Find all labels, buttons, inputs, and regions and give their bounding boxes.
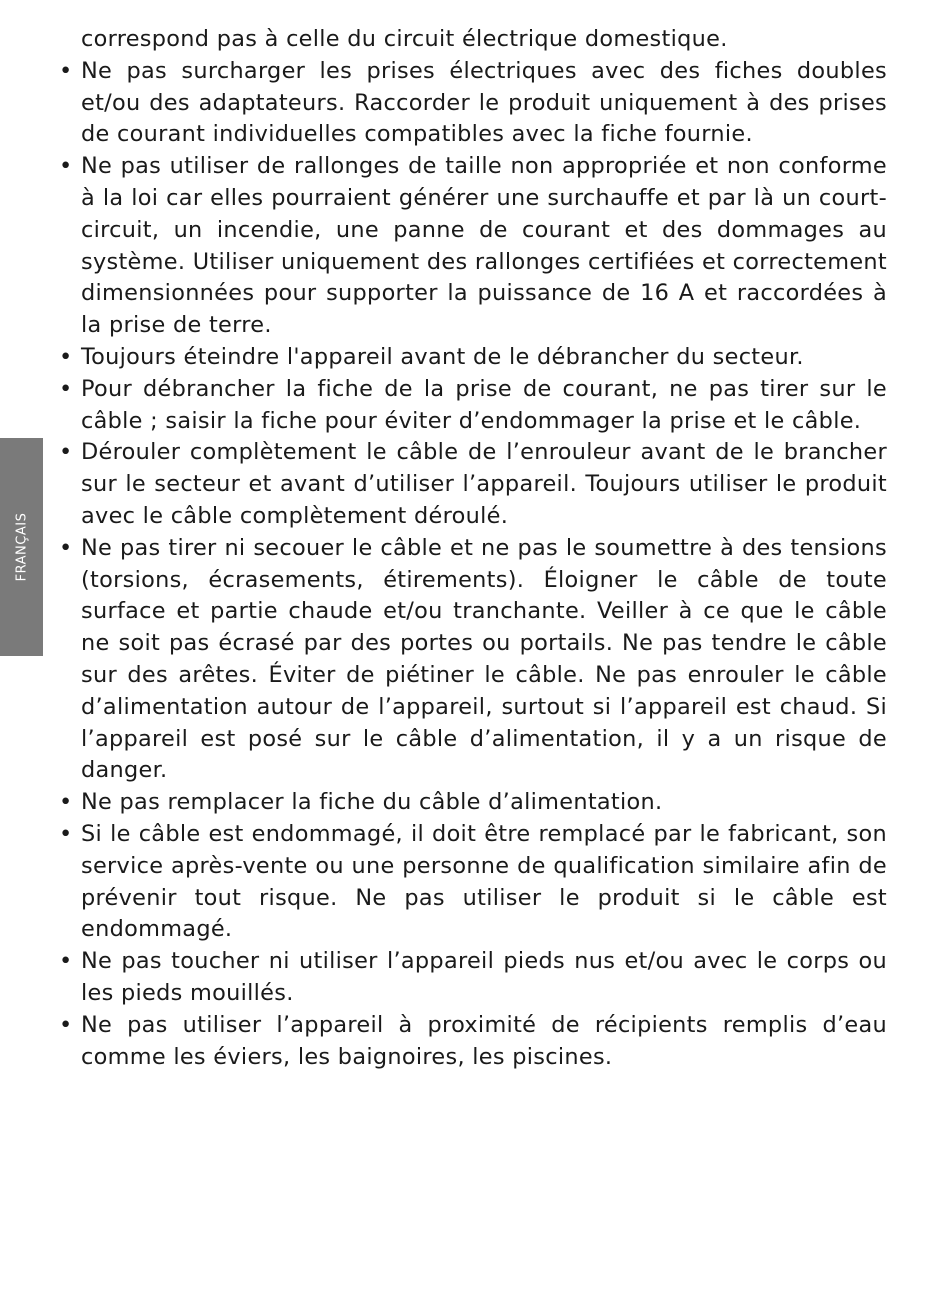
list-item-text: Ne pas tirer ni secouer le câble et ne pas le soumettre à des tensions (torsions, écrasements, étirements). Éloigner le câble de toute surface et partie chaude et/ou tranchante. Veiller à ce que le câble ne soit pas écrasé par des portes ou portails. Ne pas tendre le câble sur des arêtes. Éviter de piétiner le câble. Ne pas enrouler le câble d’alimentation autour de l’appareil, surtout si l’appareil est chaud. Si l’appareil est posé sur le câble d’alimentation, il y a un risque de danger. (81, 534, 887, 784)
list-item-text: Dérouler complètement le câble de l’enrouleur avant de le brancher sur le secteur et avant d’utiliser l’appareil. Toujours utiliser le produit avec le câble complètement déroulé. (81, 439, 887, 529)
bullet: • (59, 789, 73, 816)
list-item-text: Ne pas surcharger les prises électriques avec des fiches doubles et/ou des adaptateurs. Raccorder le produit uniquement à des prises de courant individuelles compatibles avec la fiche fournie. (81, 57, 887, 148)
bullet: • (59, 57, 73, 84)
bullet: • (59, 343, 73, 370)
bullet: • (59, 439, 73, 466)
bullet: • (59, 820, 73, 847)
safety-instructions (59, 24, 887, 1073)
list-item (59, 946, 887, 1010)
language-side-tab (0, 438, 43, 656)
list-item (59, 533, 887, 787)
bullet: • (59, 153, 73, 180)
list-item (59, 819, 887, 946)
bullet: • (59, 534, 73, 561)
list-item (59, 1010, 887, 1074)
list-item (59, 374, 887, 438)
list-item-text: Pour débrancher la fiche de la prise de courant, ne pas tirer sur le câble ; saisir la fiche pour éviter d’endommager la prise et le câble. (81, 375, 887, 434)
list-item (59, 151, 887, 342)
bullet: • (59, 1011, 73, 1038)
list-item-text: Ne pas utiliser l’appareil à proximité de récipients remplis d’eau comme les éviers, les baignoires, les piscines. (81, 1011, 887, 1070)
bullet: • (59, 948, 73, 975)
list-item-text: Ne pas remplacer la fiche du câble d’alimentation. (81, 789, 663, 816)
list-item (59, 787, 887, 819)
list-item (59, 437, 887, 532)
list-item-text: Toujours éteindre l'appareil avant de le débrancher du secteur. (81, 343, 804, 370)
list-item (59, 56, 887, 151)
list-item-text: Ne pas utiliser de rallonges de taille non appropriée et non conforme à la loi car elles pourraient générer une surchauffe et par là un court-circuit, un incendie, une panne de courant et des dommages au système. Utiliser uniquement des rallonges certifiées et correctement dimensionnées pour supporter la puissance de 16 A et raccordées à la prise de terre. (81, 153, 887, 339)
list-item-text: Si le câble est endommagé, il doit être remplacé par le fabricant, son service après-vente ou une personne de qualification similaire afin de prévenir tout risque. Ne pas utiliser le produit si le câble est endommagé. (81, 820, 887, 943)
bullet: • (59, 375, 73, 402)
continuation-text: correspond pas à celle du circuit électrique domestique. (81, 26, 728, 52)
language-tab-label: FRANÇAIS (14, 512, 29, 582)
list-item (59, 342, 887, 374)
list-item-text: Ne pas toucher ni utiliser l’appareil pieds nus et/ou avec le corps ou les pieds mouillés. (81, 948, 887, 1006)
